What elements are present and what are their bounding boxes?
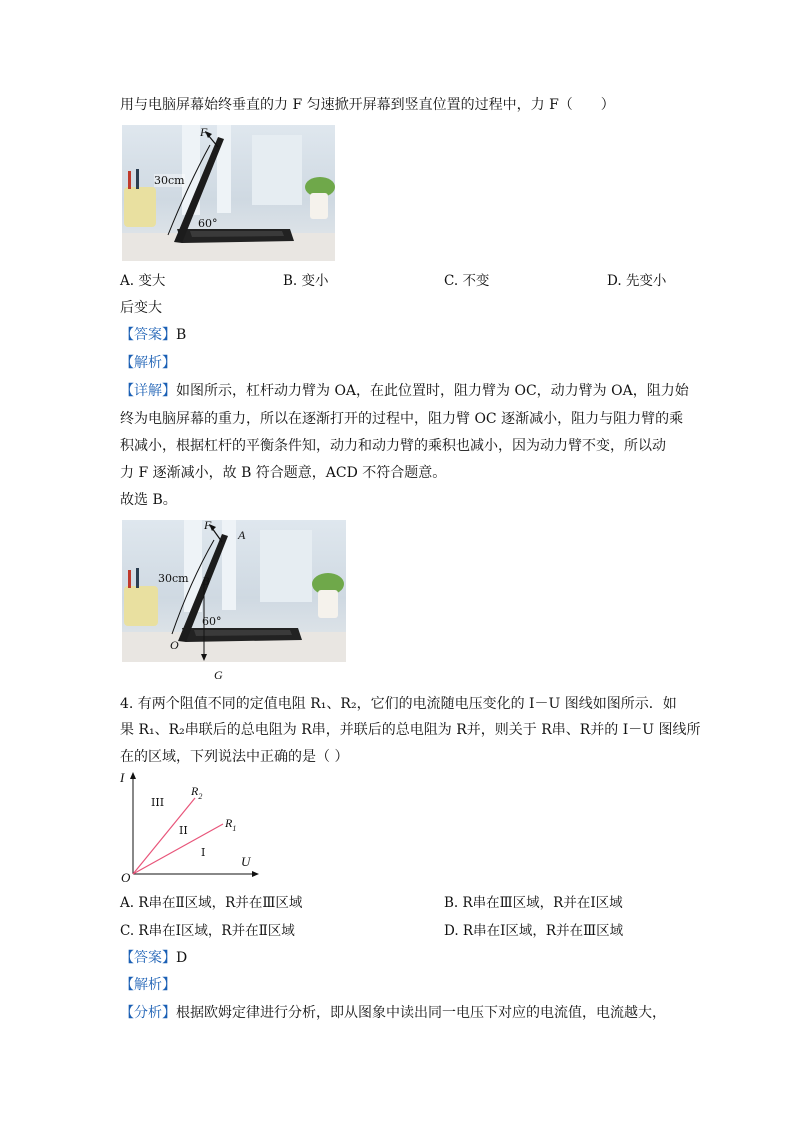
q4-stem-line-1: 4. 有两个阻值不同的定值电阻 R₁、R₂，它们的电流随电压变化的 I－U 图线如图所示．如: [120, 696, 677, 712]
i-axis-label: I: [120, 770, 125, 785]
region-1-label: I: [201, 846, 206, 859]
q4-answer: 【答案】D: [120, 950, 188, 966]
q4-option-b: B. R串在Ⅲ区域，R并在Ⅰ区域: [444, 895, 623, 911]
region-3-label: III: [151, 796, 165, 809]
q4-stem-line-2: 果 R₁、R₂串联后的总电阻为 R串，并联后的总电阻为 R并，则关于 R串、R并的 I－U 图线所: [120, 722, 701, 738]
fig1-length-label: 30cm: [154, 174, 185, 187]
fig2-angle-label: 60°: [202, 615, 222, 628]
q4-option-a: A. R串在Ⅱ区域，R并在Ⅲ区域: [120, 895, 303, 911]
fig2-force-label: F: [204, 520, 212, 532]
q3-detail-line-3: 积减小，根据杠杆的平衡条件知，动力和动力臂的乘积也减小，因为动力臂不变，所以动: [120, 438, 666, 454]
q3-analysis-tag: 【解析】: [120, 355, 176, 371]
fig2-point-b-label: B: [202, 574, 210, 588]
u-axis-label: U: [241, 854, 251, 869]
q4-option-c: C. R串在Ⅰ区域，R并在Ⅱ区域: [120, 923, 295, 939]
fig1-angle-label: 60°: [198, 217, 218, 230]
q3-conclusion: 故选 B。: [120, 492, 177, 508]
region-2-label: II: [179, 824, 188, 837]
q4-stem-line-3: 在的区域，下列说法中正确的是（ ）: [120, 749, 349, 765]
q4-option-d: D. R串在Ⅰ区域，R并在Ⅲ区域: [444, 923, 624, 939]
r1-line: [133, 824, 223, 874]
q3-option-c: C. 不变: [444, 273, 490, 289]
q3-detail-line-4: 力 F 逐渐减小，故 B 符合题意，ACD 不符合题意。: [120, 465, 447, 481]
q3-option-d-continued: 后变大: [120, 300, 162, 316]
r1-label: $R_1$: [225, 816, 237, 833]
q3-detail-line-2: 终为电脑屏幕的重力，所以在逐渐打开的过程中，阻力臂 OC 逐渐减小，阻力与阻力臂的乘: [120, 411, 684, 427]
laptop-figure-2: [122, 520, 346, 662]
mug: [124, 187, 156, 227]
q3-option-a: A. 变大: [120, 273, 166, 289]
fig2-point-o-label: O: [170, 638, 179, 652]
q3-detail-line-1: 【详解】如图所示，杠杆动力臂为 OA，在此位置时，阻力臂为 OC，动力臂为 OA，阻力始: [120, 383, 689, 399]
fig2-point-a-label: A: [238, 528, 246, 542]
r2-label: $R_2$: [191, 784, 203, 801]
fig2-length-label: 30cm: [158, 572, 189, 585]
q4-analysis-tag: 【解析】: [120, 977, 176, 993]
fig2-gravity-label: G: [214, 668, 223, 682]
fig1-force-label: F: [200, 125, 208, 139]
laptop-figure-1: [122, 125, 335, 261]
q3-answer: 【答案】B: [120, 327, 187, 343]
q3-option-b: B. 变小: [283, 273, 329, 289]
plant-pot: [310, 193, 328, 219]
q4-analysis-text: 【分析】根据欧姆定律进行分析，即从图象中读出同一电压下对应的电流值，电流越大，: [120, 1005, 666, 1021]
iu-graph: [115, 770, 265, 890]
q3-option-d: D. 先变小: [607, 273, 667, 289]
origin-label: O: [121, 870, 131, 885]
q3-stem: 用与电脑屏幕始终垂直的力 F 匀速掀开屏幕到竖直位置的过程中，力 F（ ）: [120, 97, 615, 113]
